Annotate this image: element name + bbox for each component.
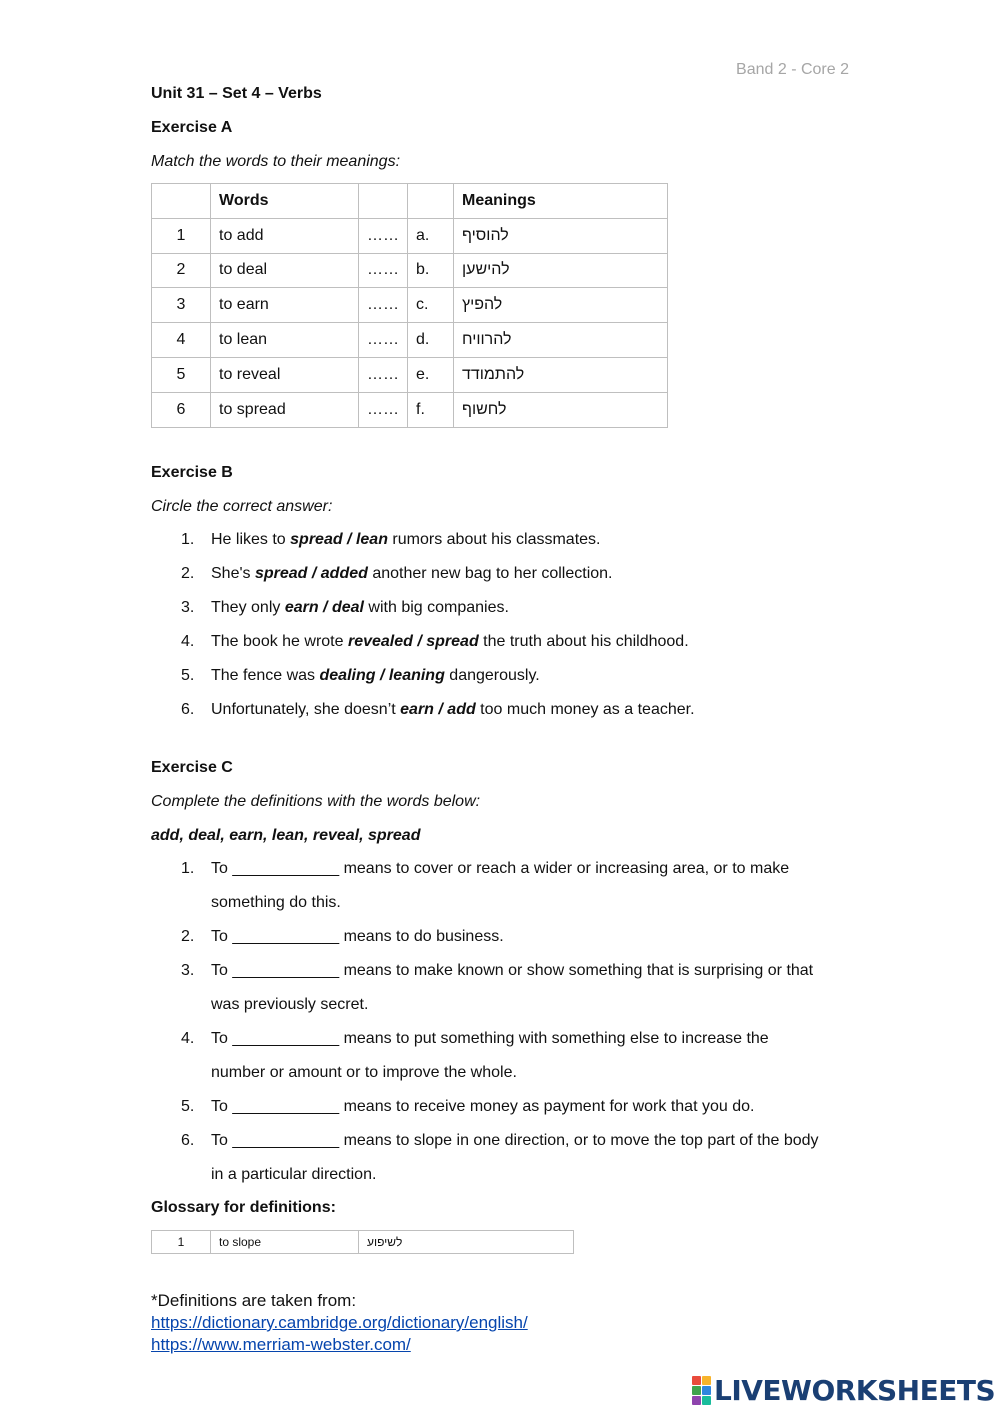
definition-text[interactable]: To ____________ means to put something with something else to increase the number or amount or to improve the whole. [211,1030,769,1081]
table-row [152,1231,574,1254]
logo-square [692,1386,701,1395]
definition-text[interactable]: To ____________ means to do business. [211,928,504,945]
item-number: 5. [181,667,195,684]
cambridge-link[interactable]: https://dictionary.cambridge.org/dictionary/english/ [151,1313,528,1332]
table-row [152,288,668,323]
item-number: 4. [181,633,195,650]
item-number: 4. [181,1030,195,1047]
meaning-cell: לחשוף [454,392,668,427]
exercise-a-heading: Exercise A [151,119,233,136]
answer-choice[interactable]: earn / add [400,701,476,718]
sentence-start: Unfortunately, she doesn’t [211,701,401,718]
sentence-start: They only [211,599,285,616]
answer-blank[interactable]: …… [359,323,408,358]
meaning-cell: להרוויח [454,323,668,358]
list-item [151,523,871,557]
words-header: Words [211,184,359,219]
sentence-start: The book he wrote [211,633,348,650]
row-number: 4 [152,323,211,358]
row-number: 3 [152,288,211,323]
row-number: 6 [152,392,211,427]
logo-square [702,1386,711,1395]
definition-text[interactable]: To ____________ means to receive money as payment for work that you do. [211,1098,755,1115]
item-number: 1. [181,860,195,877]
answer-choice[interactable]: dealing / leaning [319,667,445,684]
merriam-webster-link[interactable]: https://www.merriam-webster.com/ [151,1335,411,1354]
list-item [151,659,871,693]
exercise-b-list [151,523,871,727]
answer-blank[interactable]: …… [359,392,408,427]
answer-blank[interactable]: …… [359,253,408,288]
meaning-letter: a. [408,218,454,253]
table-cell [359,184,408,219]
exercise-c-instruction: Complete the definitions with the words below: [151,793,481,810]
logo-square [702,1376,711,1385]
item-number: 6. [181,1132,195,1149]
sentence-end: dangerously. [444,667,540,684]
item-number: 3. [181,599,195,616]
sentence-start: She's [211,565,255,582]
answer-choice[interactable]: spread / added [254,565,368,582]
list-item [151,693,871,727]
exercise-a-instruction: Match the words to their meanings: [151,153,401,170]
meaning-letter: c. [408,288,454,323]
table-row [152,392,668,427]
answer-blank[interactable]: …… [359,357,408,392]
exercise-c-list [151,852,823,1192]
item-number: 6. [181,701,195,718]
table-header-row [152,184,668,219]
row-number: 1 [152,218,211,253]
meaning-letter: f. [408,392,454,427]
answer-blank[interactable]: …… [359,288,408,323]
logo-square [692,1396,701,1405]
logo-square [692,1376,701,1385]
list-item [151,954,823,1022]
sentence-end: with big companies. [363,599,509,616]
glossary-number: 1 [152,1231,211,1254]
answer-blank[interactable]: …… [359,218,408,253]
word-cell: to earn [211,288,359,323]
logo-mark-icon [692,1376,711,1405]
glossary-translation: לשיפוע [359,1231,574,1254]
list-item [151,557,871,591]
meanings-header: Meanings [454,184,668,219]
table-cell [152,184,211,219]
definition-text[interactable]: To ____________ means to make known or show something that is surprising or that was previously secret. [211,962,814,1013]
header-band: Band 2 - Core 2 [736,61,849,78]
item-number: 2. [181,928,195,945]
sentence-end: rumors about his classmates. [387,531,601,548]
matching-table [151,183,668,428]
answer-choice[interactable]: spread / lean [290,531,388,548]
row-number: 2 [152,253,211,288]
sources-note: *Definitions are taken from: [151,1291,357,1310]
list-item [151,591,871,625]
table-row [152,357,668,392]
meaning-cell: להפיץ [454,288,668,323]
exercise-b-heading: Exercise B [151,464,233,481]
logo-square [702,1396,711,1405]
liveworksheets-logo [692,1374,995,1407]
meaning-cell: להוסיף [454,218,668,253]
item-number: 5. [181,1098,195,1115]
item-number: 2. [181,565,195,582]
meaning-cell: להישען [454,253,668,288]
glossary-table [151,1230,574,1254]
meaning-cell: להתמודד [454,357,668,392]
exercise-b-instruction: Circle the correct answer: [151,498,333,515]
sentence-end: another new bag to her collection. [367,565,613,582]
sentence-end: the truth about his childhood. [478,633,689,650]
list-item [151,1090,823,1124]
word-bank: add, deal, earn, lean, reveal, spread [151,827,421,844]
answer-choice[interactable]: revealed / spread [347,633,479,650]
glossary-heading: Glossary for definitions: [151,1199,336,1216]
answer-choice[interactable]: earn / deal [284,599,364,616]
worksheet-title: Unit 31 – Set 4 – Verbs [151,85,322,102]
word-cell: to lean [211,323,359,358]
sentence-end: too much money as a teacher. [475,701,695,718]
table-cell [408,184,454,219]
word-cell: to spread [211,392,359,427]
sources-block [151,1290,528,1356]
row-number: 5 [152,357,211,392]
item-number: 3. [181,962,195,979]
sentence-start: The fence was [211,667,320,684]
meaning-letter: e. [408,357,454,392]
exercise-c-heading: Exercise C [151,759,233,776]
meaning-letter: b. [408,253,454,288]
word-cell: to reveal [211,357,359,392]
word-cell: to deal [211,253,359,288]
definition-text[interactable]: To ____________ means to cover or reach a wider or increasing area, or to make something do this. [211,860,790,911]
logo-text: LIVEWORKSHEETS [714,1374,996,1407]
list-item [151,852,823,920]
sentence-start: He likes to [211,531,291,548]
list-item [151,625,871,659]
word-cell: to add [211,218,359,253]
meaning-letter: d. [408,323,454,358]
list-item [151,1022,823,1090]
list-item [151,920,823,954]
glossary-term: to slope [211,1231,359,1254]
definition-text[interactable]: To ____________ means to slope in one direction, or to move the top part of the body in a particular direction. [211,1132,819,1183]
item-number: 1. [181,531,195,548]
table-row [152,253,668,288]
table-row [152,323,668,358]
list-item [151,1124,823,1192]
table-row [152,218,668,253]
